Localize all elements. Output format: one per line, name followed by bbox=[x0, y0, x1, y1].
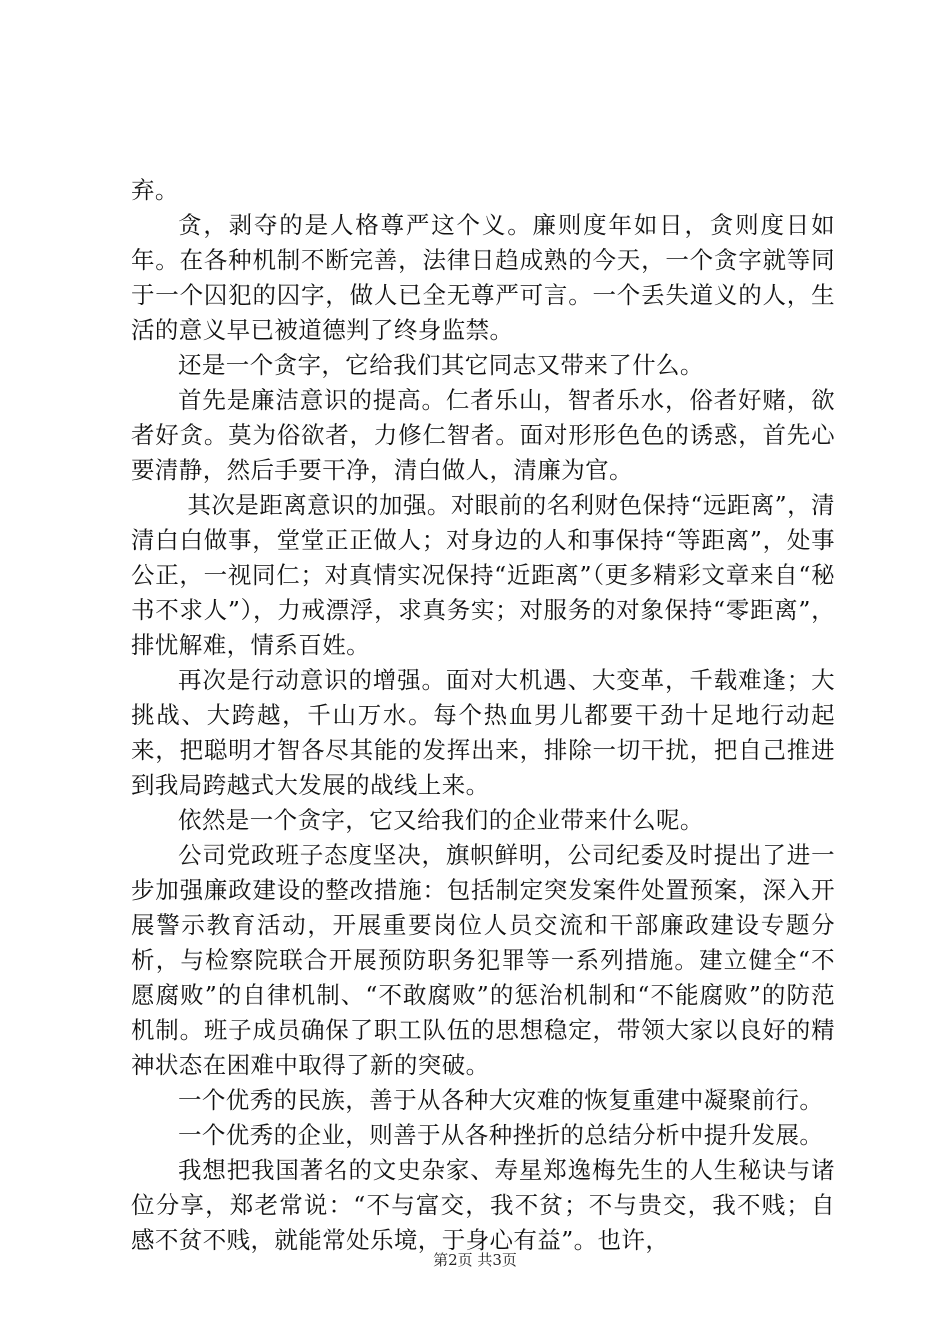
paragraph-excellent-enterprise: 一个优秀的企业，则善于从各种挫折的总结分析中提升发展。 bbox=[178, 1121, 824, 1149]
paragraph-excellent-nation: 一个优秀的民族，善于从各种大灾难的恢复重建中凝聚前行。 bbox=[178, 1086, 824, 1114]
paragraph-action-awareness: 再次是行动意识的增强。面对大机遇、大变革，千载难逢；大挑战、大跨越，千山万水。每个热血男儿都要干劲十足地行动起来，把聪明才智各尽其能的发挥出来，排除一切干扰，把自己推进到我局跨越式大发展的战线上来。 bbox=[131, 666, 835, 799]
document-body bbox=[131, 173, 835, 1258]
paragraph-zheng-yimei: 我想把我国著名的文史杂家、寿星郑逸梅先生的人生秘诀与诸位分享，郑老常说：“不与富交，我不贫；不与贵交，我不贱；自感不贫不贱，就能常处乐境，于身心有益”。也许， bbox=[131, 1156, 835, 1254]
paragraph-question-comrades: 还是一个贪字，它给我们其它同志又带来了什么。 bbox=[178, 351, 704, 379]
paragraph-company-measures: 公司党政班子态度坚决，旗帜鲜明，公司纪委及时提出了进一步加强廉政建设的整改措施：包括制定突发案件处置预案，深入开展警示教育活动，开展重要岗位人员交流和干部廉政建设专题分析，与检察院联合开展预防职务犯罪等一系列措施。建立健全“不愿腐败”的自律机制、“不敢腐败”的惩治机制和“不能腐败”的防范机制。班子成员确保了职工队伍的思想稳定，带领大家以良好的精神状态在困难中取得了新的突破。 bbox=[131, 841, 835, 1079]
paragraph-integrity-awareness: 首先是廉洁意识的提高。仁者乐山，智者乐水，俗者好赌，欲者好贪。莫为俗欲者，力修仁智者。面对形形色色的诱惑，首先心要清静，然后手要干净，清白做人，清廉为官。 bbox=[131, 386, 835, 484]
page-number-footer: 第2页 共3页 bbox=[433, 1251, 517, 1269]
paragraph-greed-dignity: 贪，剥夺的是人格尊严这个义。廉则度年如日，贪则度日如年。在各种机制不断完善，法律日趋成熟的今天，一个贪字就等同于一个囚犯的囚字，做人已全无尊严可言。一个丢失道义的人，生活的意义早已被道德判了终身监禁。 bbox=[131, 211, 835, 344]
paragraph-continuation: 弃。 bbox=[131, 176, 179, 204]
paragraph-question-enterprise: 依然是一个贪字，它又给我们的企业带来什么呢。 bbox=[178, 806, 704, 834]
paragraph-distance-awareness: 其次是距离意识的加强。对眼前的名利财色保持“远距离”，清清白白做事，堂堂正正做人；对身边的人和事保持“等距离”，处事公正，一视同仁；对真情实况保持“近距离”（更多精彩文章来自“秘书不求人”），力戒漂浮，求真务实；对服务的对象保持“零距离”，排忧解难，情系百姓。 bbox=[131, 491, 835, 659]
